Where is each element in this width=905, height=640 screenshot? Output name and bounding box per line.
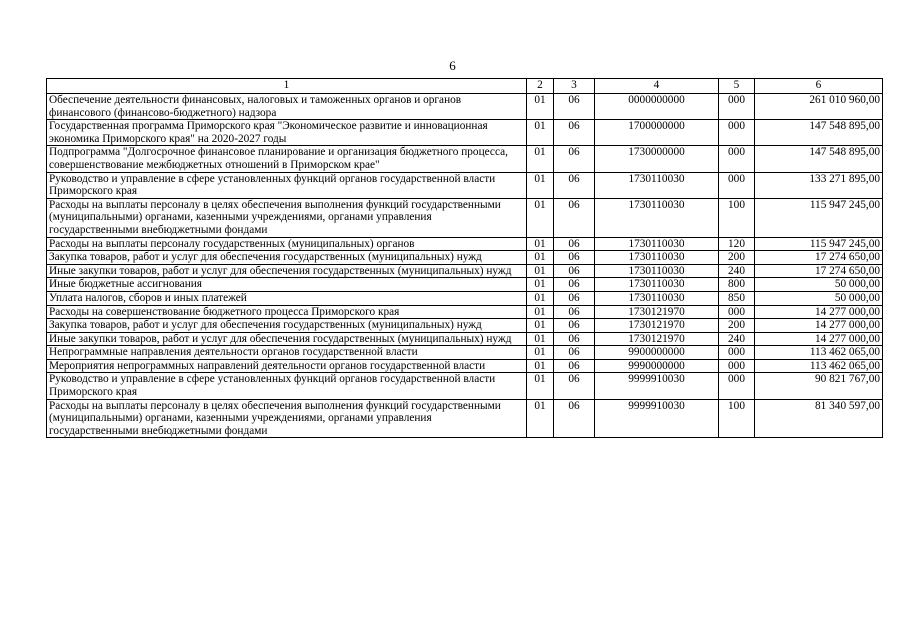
row-amount-cell: 115 947 245,00 (755, 237, 883, 251)
row-subsection-cell: 06 (554, 319, 595, 333)
row-name-cell: Руководство и управление в сфере установленных функций органов государственной власти Приморского края (47, 373, 527, 399)
row-section-cell: 01 (527, 332, 554, 346)
row-section-cell: 01 (527, 94, 554, 120)
row-expense-type-cell: 240 (719, 332, 755, 346)
row-expense-type-cell: 850 (719, 291, 755, 305)
table-row (47, 120, 883, 146)
table-row (47, 399, 883, 438)
row-name-cell: Расходы на выплаты персоналу государственных (муниципальных) органов (47, 237, 527, 251)
row-name-cell: Закупка товаров, работ и услуг для обеспечения государственных (муниципальных) нужд (47, 251, 527, 265)
row-expense-type-cell: 200 (719, 251, 755, 265)
row-section-cell: 01 (527, 346, 554, 360)
row-amount-cell: 261 010 960,00 (755, 94, 883, 120)
row-section-cell: 01 (527, 305, 554, 319)
row-amount-cell: 14 277 000,00 (755, 305, 883, 319)
table-row (47, 146, 883, 172)
row-expense-type-cell: 000 (719, 146, 755, 172)
row-amount-cell: 50 000,00 (755, 291, 883, 305)
column-header-3: 3 (554, 79, 595, 94)
row-section-cell: 01 (527, 264, 554, 278)
row-subsection-cell: 06 (554, 373, 595, 399)
table-row (47, 332, 883, 346)
row-expense-type-cell: 000 (719, 305, 755, 319)
table-row (47, 198, 883, 237)
table-row (47, 373, 883, 399)
row-section-cell: 01 (527, 172, 554, 198)
table-row (47, 359, 883, 373)
row-section-cell: 01 (527, 198, 554, 237)
row-section-cell: 01 (527, 120, 554, 146)
row-subsection-cell: 06 (554, 346, 595, 360)
row-name-cell: Подпрограмма "Долгосрочное финансовое планирование и организация бюджетного процесса, совершенствование межбюджетных отношений в Приморском крае" (47, 146, 527, 172)
row-target-code-cell: 9900000000 (595, 346, 719, 360)
row-name-cell: Обеспечение деятельности финансовых, налоговых и таможенных органов и органов финансового (финансово-бюджетного) надзора (47, 94, 527, 120)
row-section-cell: 01 (527, 237, 554, 251)
row-expense-type-cell: 000 (719, 373, 755, 399)
row-amount-cell: 113 462 065,00 (755, 359, 883, 373)
row-name-cell: Руководство и управление в сфере установленных функций органов государственной власти Приморского края (47, 172, 527, 198)
table-row (47, 264, 883, 278)
row-section-cell: 01 (527, 146, 554, 172)
row-expense-type-cell: 200 (719, 319, 755, 333)
row-subsection-cell: 06 (554, 278, 595, 292)
row-amount-cell: 115 947 245,00 (755, 198, 883, 237)
row-section-cell: 01 (527, 251, 554, 265)
row-amount-cell: 133 271 895,00 (755, 172, 883, 198)
row-expense-type-cell: 000 (719, 120, 755, 146)
budget-table (46, 78, 883, 438)
row-target-code-cell: 9999910030 (595, 399, 719, 438)
row-subsection-cell: 06 (554, 305, 595, 319)
row-subsection-cell: 06 (554, 251, 595, 265)
row-target-code-cell: 1730110030 (595, 264, 719, 278)
row-name-cell: Мероприятия непрограммных направлений деятельности органов государственной власти (47, 359, 527, 373)
row-amount-cell: 113 462 065,00 (755, 346, 883, 360)
row-target-code-cell: 1730000000 (595, 146, 719, 172)
row-expense-type-cell: 100 (719, 399, 755, 438)
row-amount-cell: 147 548 895,00 (755, 146, 883, 172)
row-section-cell: 01 (527, 319, 554, 333)
row-target-code-cell: 1730110030 (595, 251, 719, 265)
table-row (47, 291, 883, 305)
row-target-code-cell: 1730110030 (595, 278, 719, 292)
row-name-cell: Иные бюджетные ассигнования (47, 278, 527, 292)
row-amount-cell: 50 000,00 (755, 278, 883, 292)
row-target-code-cell: 1730110030 (595, 291, 719, 305)
row-target-code-cell: 1730121970 (595, 305, 719, 319)
row-target-code-cell: 9999910030 (595, 373, 719, 399)
row-expense-type-cell: 000 (719, 359, 755, 373)
row-subsection-cell: 06 (554, 94, 595, 120)
table-row (47, 94, 883, 120)
row-section-cell: 01 (527, 359, 554, 373)
table-row (47, 172, 883, 198)
row-subsection-cell: 06 (554, 198, 595, 237)
row-subsection-cell: 06 (554, 332, 595, 346)
row-amount-cell: 81 340 597,00 (755, 399, 883, 438)
row-subsection-cell: 06 (554, 291, 595, 305)
table-row (47, 237, 883, 251)
row-subsection-cell: 06 (554, 146, 595, 172)
table-row (47, 305, 883, 319)
row-expense-type-cell: 100 (719, 198, 755, 237)
row-name-cell: Уплата налогов, сборов и иных платежей (47, 291, 527, 305)
page-number: 6 (449, 58, 456, 73)
row-expense-type-cell: 000 (719, 346, 755, 360)
row-amount-cell: 147 548 895,00 (755, 120, 883, 146)
table-header-row (47, 79, 883, 94)
row-target-code-cell: 1700000000 (595, 120, 719, 146)
row-section-cell: 01 (527, 399, 554, 438)
row-amount-cell: 14 277 000,00 (755, 332, 883, 346)
row-name-cell: Расходы на выплаты персоналу в целях обеспечения выполнения функций государственными (муниципальными) органами, казенными учреждениями, органами управления государственными внебюджетными фондами (47, 399, 527, 438)
row-expense-type-cell: 000 (719, 94, 755, 120)
row-subsection-cell: 06 (554, 237, 595, 251)
row-name-cell: Расходы на совершенствование бюджетного процесса Приморского края (47, 305, 527, 319)
column-header-5: 5 (719, 79, 755, 94)
row-subsection-cell: 06 (554, 120, 595, 146)
row-name-cell: Закупка товаров, работ и услуг для обеспечения государственных (муниципальных) нужд (47, 319, 527, 333)
row-target-code-cell: 1730121970 (595, 332, 719, 346)
row-name-cell: Иные закупки товаров, работ и услуг для обеспечения государственных (муниципальных) нужд (47, 332, 527, 346)
row-expense-type-cell: 000 (719, 172, 755, 198)
column-header-6: 6 (755, 79, 883, 94)
row-target-code-cell: 1730110030 (595, 172, 719, 198)
column-header-2: 2 (527, 79, 554, 94)
row-target-code-cell: 1730121970 (595, 319, 719, 333)
row-amount-cell: 14 277 000,00 (755, 319, 883, 333)
row-name-cell: Непрограммные направления деятельности органов государственной власти (47, 346, 527, 360)
row-expense-type-cell: 120 (719, 237, 755, 251)
row-subsection-cell: 06 (554, 264, 595, 278)
table-row (47, 278, 883, 292)
row-amount-cell: 17 274 650,00 (755, 264, 883, 278)
row-subsection-cell: 06 (554, 359, 595, 373)
table-row (47, 251, 883, 265)
row-amount-cell: 17 274 650,00 (755, 251, 883, 265)
column-header-4: 4 (595, 79, 719, 94)
row-subsection-cell: 06 (554, 399, 595, 438)
row-name-cell: Иные закупки товаров, работ и услуг для обеспечения государственных (муниципальных) нужд (47, 264, 527, 278)
row-section-cell: 01 (527, 278, 554, 292)
row-amount-cell: 90 821 767,00 (755, 373, 883, 399)
row-expense-type-cell: 800 (719, 278, 755, 292)
table-row (47, 346, 883, 360)
row-expense-type-cell: 240 (719, 264, 755, 278)
row-name-cell: Государственная программа Приморского края "Экономическое развитие и инновационная экономика Приморского края" на 2020-2027 годы (47, 120, 527, 146)
row-target-code-cell: 1730110030 (595, 237, 719, 251)
column-header-1: 1 (47, 79, 527, 94)
row-name-cell: Расходы на выплаты персоналу в целях обеспечения выполнения функций государственными (муниципальными) органами, казенными учреждениями, органами управления государственными внебюджетными фондами (47, 198, 527, 237)
row-subsection-cell: 06 (554, 172, 595, 198)
row-target-code-cell: 1730110030 (595, 198, 719, 237)
row-target-code-cell: 9990000000 (595, 359, 719, 373)
table-row (47, 319, 883, 333)
row-section-cell: 01 (527, 373, 554, 399)
row-target-code-cell: 0000000000 (595, 94, 719, 120)
row-section-cell: 01 (527, 291, 554, 305)
